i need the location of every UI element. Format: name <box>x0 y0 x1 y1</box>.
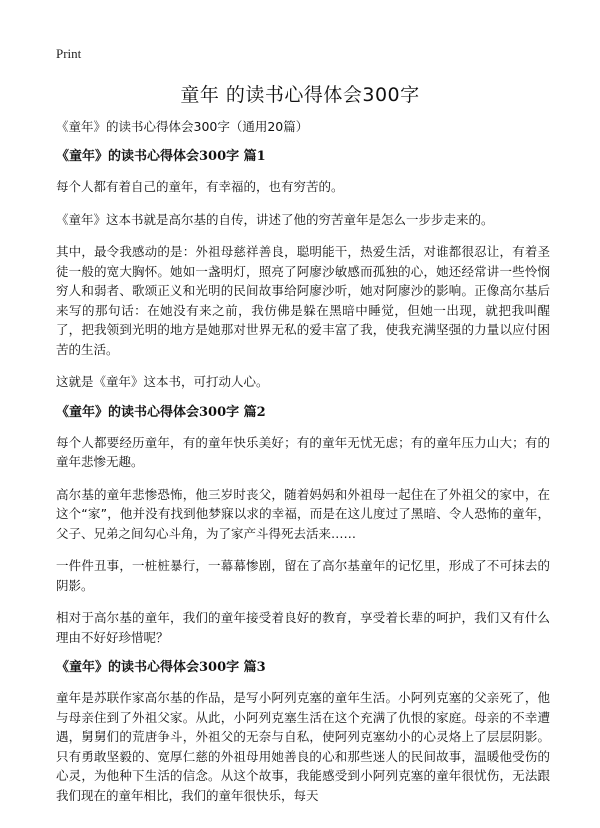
section-2 <box>56 405 550 648</box>
page-title: 童年 的读书心得体会300字 <box>180 84 420 106</box>
paragraph: 童年是苏联作家高尔基的作品，是写小阿列克塞的童年生活。小阿列克塞的父亲死了，他与母亲住到了外祖父家。从此，小阿列克塞生活在这个充满了仇恨的家庭。母亲的不幸遭遇，舅舅们的荒唐争斗，外祖父的无奈与自私，使阿列克塞幼小的心灵烙上了层层阴影。只有勇敢坚毅的、宽厚仁慈的外祖母用她善良的心和那些迷人的民间故事，温暖他受伤的心灵，为他种下生活的信念。从这个故事，我能感受到小阿列克塞的童年很忧伤，无法跟我们现在的童年相比，我们的童年很快乐，每天 <box>56 690 550 803</box>
paragraph: 其中，最令我感动的是：外祖母慈祥善良，聪明能干，热爱生活，对谁都很忍让，有着圣徒一般的宽大胸怀。她如一盏明灯，照亮了阿廖沙敏感而孤独的心，她还经常讲一些怜悯穷人和弱者、歌颂正义和光明的民间故事给阿廖沙听，她对阿廖沙的影响。正像高尔基后来写的那句话：在她没有来之前，我仿佛是躲在黑暗中睡觉，但她一出现，就把我叫醒了，把我领到光明的地方是她那对世界无私的爱丰富了我，使我充满坚强的力量以应付困苦的生活。 <box>56 244 550 357</box>
section-3 <box>56 660 550 805</box>
document-body <box>56 119 550 818</box>
section-heading: 《童年》的读书心得体会300字 篇1 <box>56 149 266 164</box>
paragraph: 每个人都有着自己的童年，有幸福的，也有穷苦的。 <box>56 179 344 194</box>
section-1 <box>56 149 550 392</box>
paragraph: 这就是《童年》这本书，可打动人心。 <box>56 374 269 389</box>
paragraph: 相对于高尔基的童年，我们的童年接受着良好的教育，享受着长辈的呵护，我们又有什么理由不好好珍惜呢？ <box>56 610 550 645</box>
print-link[interactable]: Print <box>56 46 82 61</box>
section-heading: 《童年》的读书心得体会300字 篇3 <box>56 660 266 675</box>
paragraph: 高尔基的童年悲惨恐怖，他三岁时丧父，随着妈妈和外祖母一起住在了外祖父的家中，在这个“家”，他并没有找到他梦寐以求的幸福，而是在这儿度过了黑暗、令人恐怖的童年，父子、兄弟之间勾心斗角，为了家产斗得死去活来…… <box>56 486 550 541</box>
document-subtitle: 《童年》的读书心得体会300字（通用20篇） <box>56 119 309 134</box>
section-heading: 《童年》的读书心得体会300字 篇2 <box>56 404 266 420</box>
paragraph: 一件件丑事，一桩桩暴行，一幕幕惨剧，留在了高尔基童年的记忆里，形成了不可抹去的阴影。 <box>56 558 550 593</box>
paragraph: 每个人都要经历童年，有的童年快乐美好；有的童年无忧无虑；有的童年压力山大；有的童年悲惨无趣。 <box>56 434 550 469</box>
paragraph: 《童年》这本书就是高尔基的自传，讲述了他的穷苦童年是怎么一步步走来的。 <box>56 211 494 227</box>
